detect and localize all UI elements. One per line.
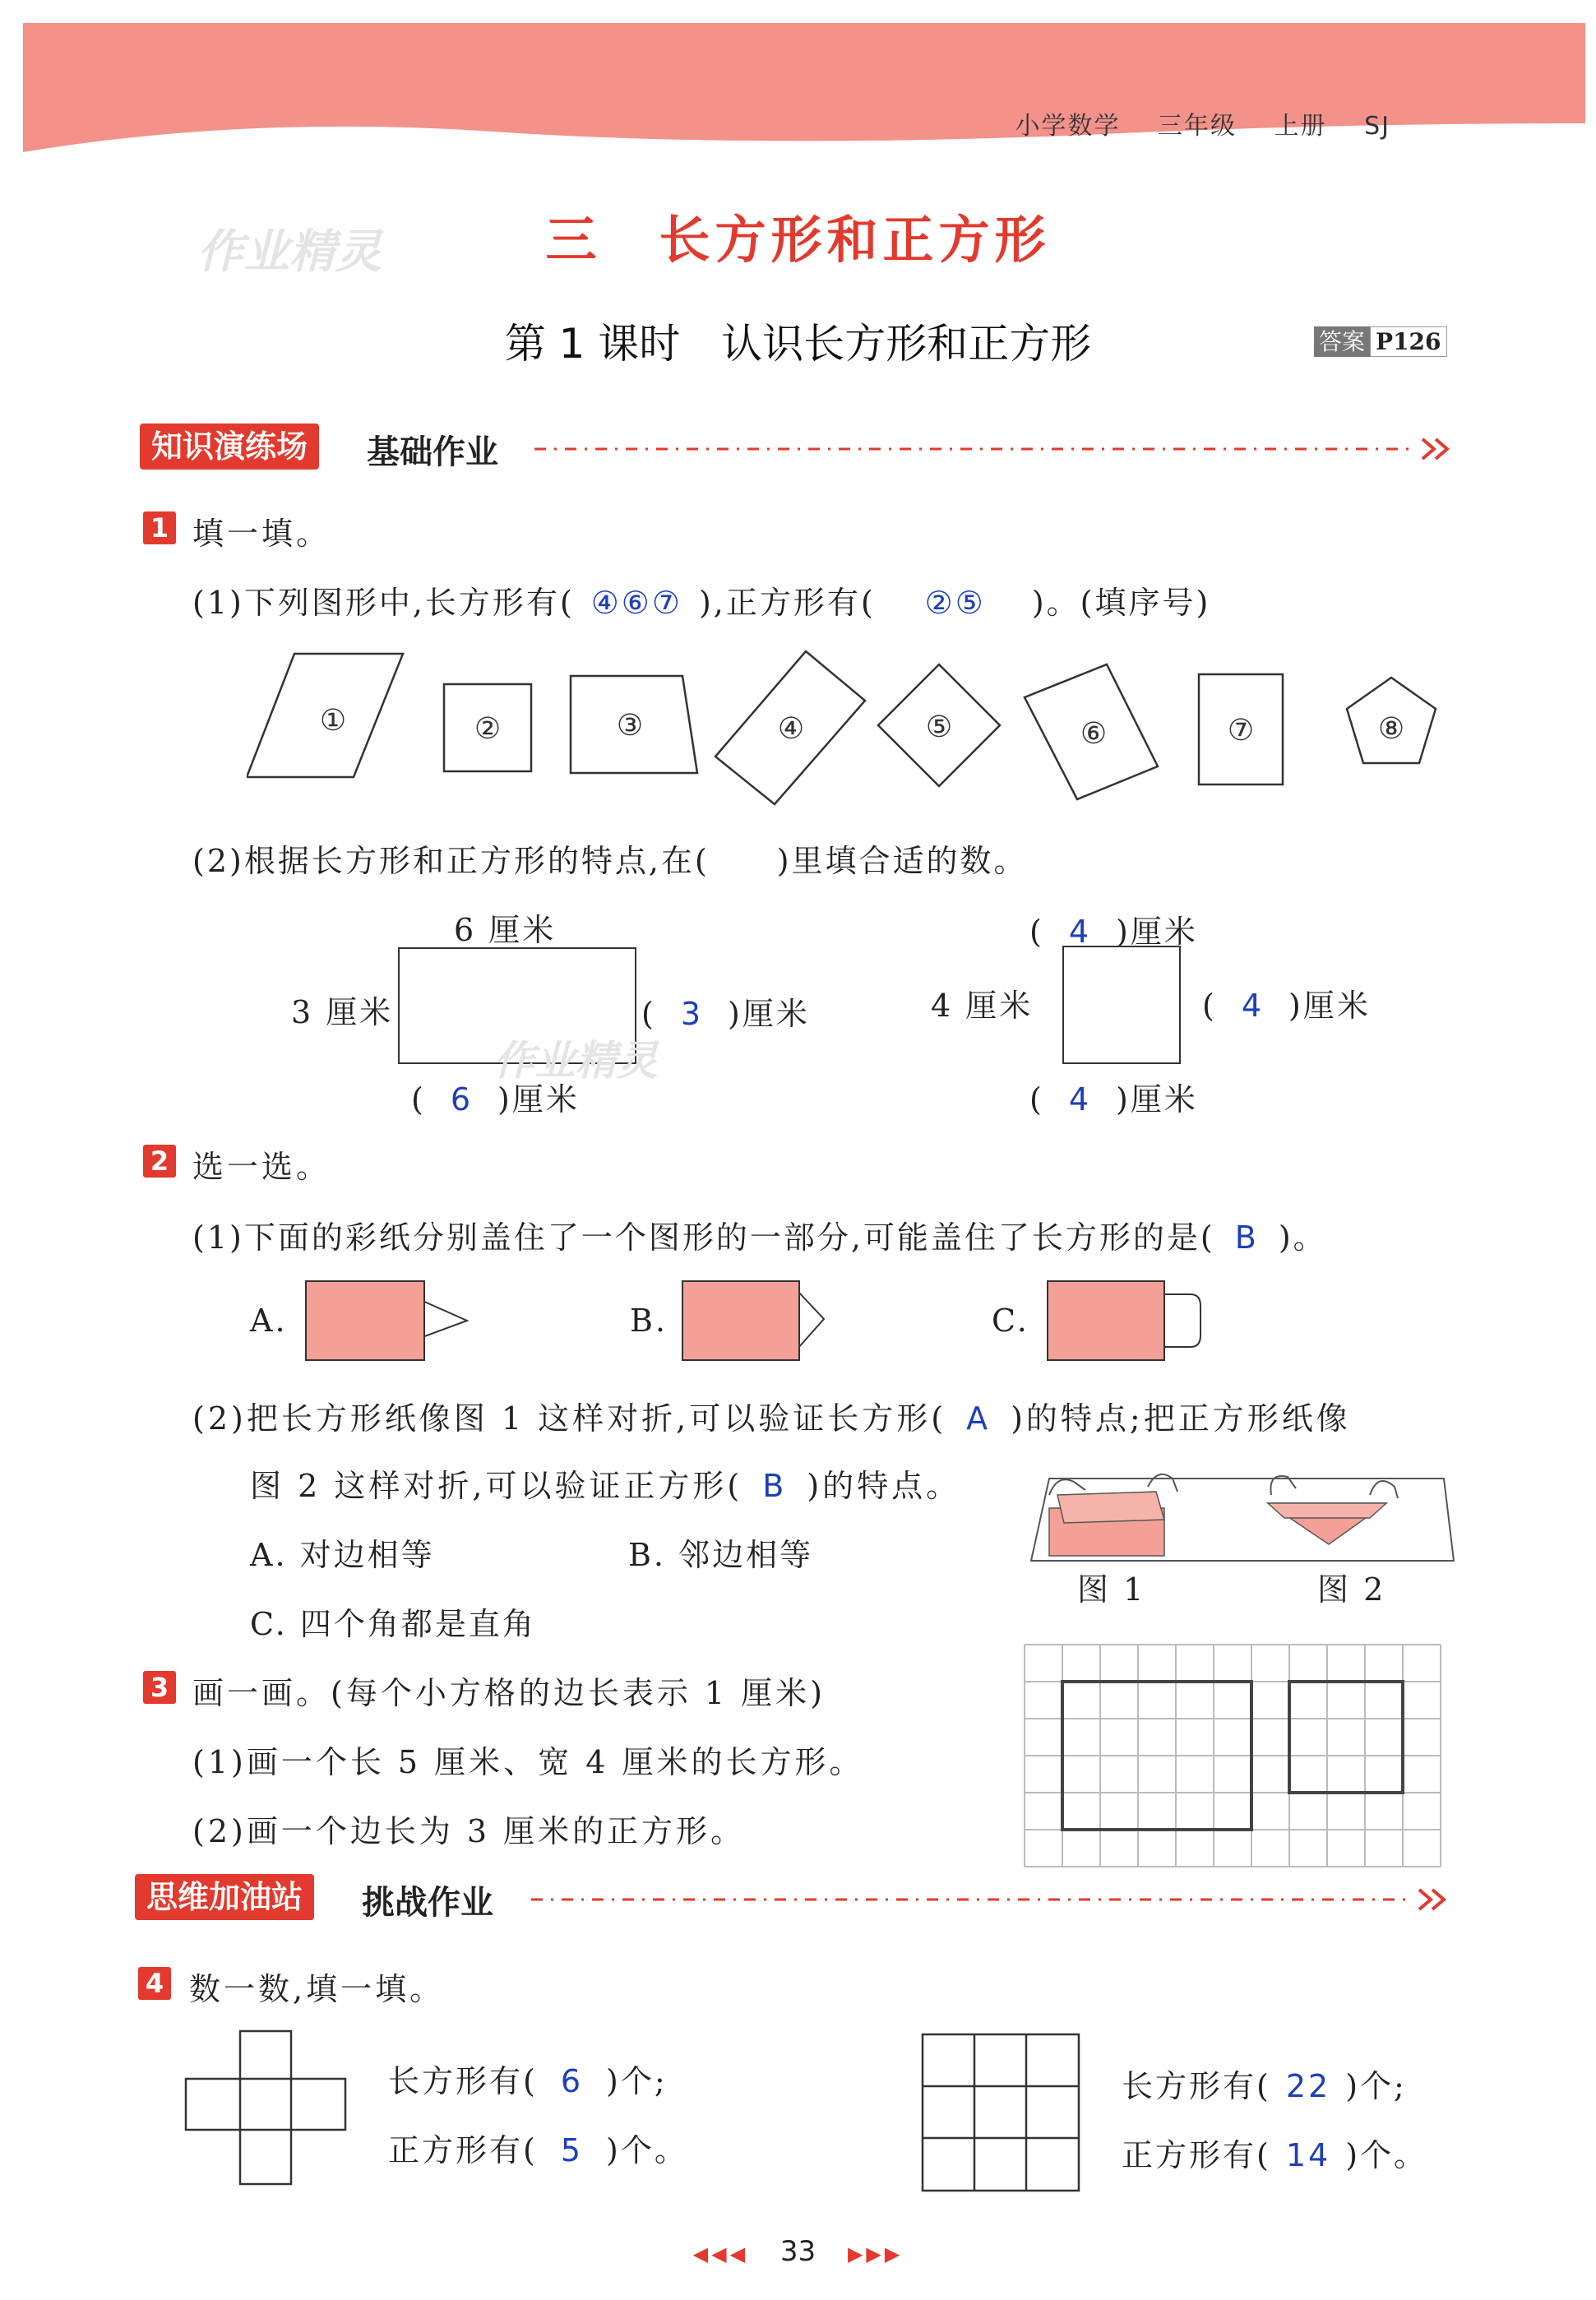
- fig1-label: 图 1: [1077, 1571, 1146, 1608]
- q4-right-square-answer: 14: [1285, 2137, 1331, 2173]
- rect-right-answer: 3: [680, 996, 704, 1032]
- square-bottom-answer: 4: [1068, 1081, 1092, 1118]
- square-top-answer: 4: [1068, 914, 1092, 950]
- rect-bottom-label: ( 6 )厘米: [411, 1081, 580, 1118]
- q1-p1-answer2: ②⑤: [924, 585, 986, 621]
- q4-right-rect-answer: 22: [1285, 2068, 1331, 2104]
- answer-page: P126: [1370, 326, 1447, 357]
- rect-right-label: ( 3 )厘米: [641, 996, 810, 1032]
- section-basic-divider: [534, 434, 1455, 464]
- q4-grid-figure: [919, 2031, 1084, 2196]
- q1-part1: [192, 577, 1210, 622]
- q2-p1-pre: (1)下面的彩纸分别盖住了一个图形的一部分,可能盖住了长方形的是(: [192, 1219, 1215, 1256]
- chapter-number: 三: [545, 210, 602, 270]
- footer-right-arrows: ▶▶▶: [847, 2242, 904, 2265]
- section-challenge-sub: 挑战作业: [362, 1884, 493, 1922]
- answer-reference: [1314, 324, 1447, 357]
- q2-option-b-figure: [679, 1278, 844, 1363]
- rect-right-unit: 厘米: [742, 996, 810, 1032]
- square-bottom-unit: 厘米: [1130, 1081, 1198, 1118]
- answer-tag: 答案: [1314, 326, 1370, 357]
- q1-p1-post: )。(填序号): [1031, 585, 1211, 621]
- shape-label-5: ⑤: [925, 710, 953, 744]
- q1-number: 1: [143, 511, 176, 544]
- q4-right-square-pre: 正方形有(: [1122, 2137, 1271, 2173]
- q4-left-square-answer: 5: [560, 2132, 584, 2168]
- q4-right-rect-pre: 长方形有(: [1122, 2068, 1271, 2104]
- q4-left-square-line: [388, 2125, 688, 2170]
- q1-p1-answer1: ④⑥⑦: [590, 585, 682, 621]
- header-info: [987, 105, 1390, 141]
- q2-part1: [192, 1212, 1327, 1257]
- q2-p2-line2-pre: 图 2 这样对折,可以验证正方形(: [250, 1468, 743, 1504]
- shape-label-7: ⑦: [1227, 714, 1255, 747]
- q2-option-a-label: A.: [250, 1303, 288, 1339]
- q1-p1-pre: (1)下列图形中,长方形有(: [192, 585, 575, 621]
- square-top-label: ( 4 )厘米: [1029, 914, 1198, 950]
- header-volume: 上册: [1274, 112, 1327, 141]
- q4-left-rect-answer: 6: [560, 2063, 584, 2099]
- header-grade: 三年级: [1158, 112, 1237, 141]
- fig2-label: 图 2: [1317, 1571, 1386, 1608]
- q4-right-square-post: )个。: [1345, 2137, 1428, 2173]
- q2-p2-answer2: B: [762, 1468, 788, 1504]
- square-left-label: 4 厘米: [931, 988, 1034, 1024]
- q1-title: 填一填。: [192, 516, 331, 552]
- q2-p2-line1-post: )的特点;把正方形纸像: [1011, 1400, 1351, 1437]
- q2-p2-answer1: A: [966, 1400, 992, 1437]
- rect-bottom-answer: 6: [450, 1081, 474, 1118]
- q3-title: 画一画。(每个小方格的边长表示 1 厘米): [192, 1675, 826, 1711]
- q4-cross-figure: [183, 2028, 350, 2189]
- fig2-drawing: [1268, 1476, 1398, 1544]
- shape-label-2: ②: [474, 712, 502, 746]
- q2-part2-line1: [192, 1393, 1351, 1438]
- footer-left-arrows: ◀◀◀: [692, 2242, 749, 2265]
- section-basic-badge: 知识演练场: [140, 423, 319, 470]
- q3-answer-square: [1289, 1682, 1403, 1793]
- q2-p2-line1-pre: (2)把长方形纸像图 1 这样对折,可以验证长方形(: [192, 1400, 947, 1437]
- header-edition: SJ: [1364, 112, 1390, 141]
- square-bottom-label: ( 4 )厘米: [1029, 1081, 1198, 1118]
- fig1-drawing: [1049, 1474, 1177, 1556]
- square-figure: [1062, 946, 1181, 1064]
- square-right-unit: 厘米: [1302, 988, 1371, 1024]
- q2-option-a-text: A. 对边相等: [250, 1537, 435, 1573]
- section-challenge-divider: [531, 1885, 1452, 1914]
- header-subject: 小学数学: [1015, 112, 1121, 141]
- q2-folding-illustration: [1025, 1462, 1460, 1569]
- q4-left-rect-pre: 长方形有(: [388, 2063, 538, 2099]
- shape-label-6: ⑥: [1080, 717, 1108, 751]
- q2-option-b-label: B.: [630, 1303, 668, 1339]
- shape-label-3: ③: [616, 709, 644, 743]
- q2-option-c-text: C. 四个角都是直角: [250, 1606, 536, 1642]
- q3-drawing-grid: [1020, 1640, 1447, 1872]
- section-basic-banner: [140, 421, 319, 466]
- q4-left-rect-line: [388, 2056, 668, 2101]
- section-challenge-badge: 思维加油站: [135, 1874, 314, 1920]
- watermark-middle: 作业精灵: [493, 1037, 658, 1085]
- chapter-title: [0, 199, 1596, 272]
- q4-left-square-post: )个。: [606, 2132, 688, 2168]
- q3-part1: (1)画一个长 5 厘米、宽 4 厘米的长方形。: [192, 1744, 864, 1780]
- q4-right-square-line: [1122, 2130, 1427, 2175]
- q2-option-c-figure: [1044, 1278, 1209, 1363]
- q2-option-c-label: C.: [992, 1303, 1029, 1339]
- rect-left-label: 3 厘米: [291, 994, 394, 1030]
- q1-p1-mid: ),正方形有(: [698, 585, 876, 621]
- q2-title: 选一选。: [192, 1149, 331, 1185]
- q4-right-rect-post: )个;: [1345, 2068, 1407, 2104]
- lesson-title: 第 1 课时 认识长方形和正方形: [504, 320, 1092, 368]
- chapter-name: 长方形和正方形: [659, 210, 1051, 270]
- page-footer: [0, 2235, 1596, 2268]
- q2-part2-line2: [250, 1460, 960, 1506]
- q4-number: 4: [138, 1967, 171, 2000]
- shape-label-8: ⑧: [1377, 712, 1405, 746]
- q2-number: 2: [143, 1145, 176, 1178]
- rect-bottom-unit: 厘米: [511, 1081, 580, 1118]
- square-top-unit: 厘米: [1130, 914, 1198, 950]
- q4-left-square-pre: 正方形有(: [388, 2132, 538, 2168]
- q2-p1-post: )。: [1278, 1219, 1327, 1256]
- square-right-answer: 4: [1241, 988, 1265, 1024]
- square-right-label: ( 4 )厘米: [1202, 988, 1371, 1024]
- q3-number: 3: [143, 1671, 176, 1704]
- q1-shapes: [247, 641, 1464, 814]
- q2-p1-answer: B: [1234, 1219, 1259, 1256]
- section-basic-sub: 基础作业: [367, 433, 498, 471]
- q2-option-a-figure: [303, 1278, 483, 1363]
- page-number: 33: [779, 2235, 817, 2268]
- section-challenge-banner: [135, 1872, 314, 1917]
- shape-label-4: ④: [777, 712, 805, 746]
- q1-part2: (2)根据长方形和正方形的特点,在( )里填合适的数。: [192, 843, 1028, 879]
- q4-right-rect-line: [1122, 2061, 1407, 2106]
- shape-label-1: ①: [319, 704, 347, 738]
- watermark-top: 作业精灵: [197, 225, 382, 279]
- rect-top-label: 6 厘米: [454, 912, 557, 948]
- q2-p2-line2-post: )的特点。: [807, 1468, 961, 1504]
- q2-option-b-text: B. 邻边相等: [628, 1537, 814, 1573]
- q3-part2: (2)画一个边长为 3 厘米的正方形。: [192, 1813, 746, 1849]
- q4-title: 数一数,填一填。: [189, 1971, 445, 2007]
- q4-left-rect-post: )个;: [606, 2063, 668, 2099]
